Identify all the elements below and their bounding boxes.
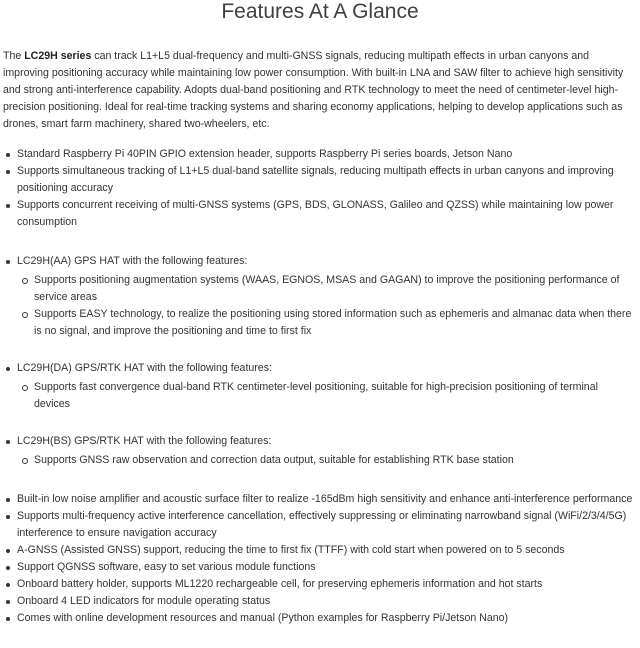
- variant-bs-list: [0, 433, 640, 469]
- series-name: LC29H series: [24, 50, 92, 62]
- variant-aa-group: [0, 253, 640, 340]
- more-features-list: [0, 491, 640, 627]
- variant-da-group: [0, 360, 640, 413]
- variant-heading-text: LC29H(BS) GPS/RTK HAT with the following features:: [17, 435, 272, 447]
- list-item: Onboard battery holder, supports ML1220 rechargeable cell, for preserving ephemeris information and hot starts: [0, 576, 634, 593]
- intro-text: can track L1+L5 dual-frequency and multi-GNSS signals, reducing multipath effects in urban canyons and improving positioning accuracy while maintaining low power consumption. With built-in LNA and SAW filter to achieve high sensitivity and strong anti-interference capability. Adopts dual-band positioning and RTK technology to meet the need of centimeter-level high-precision positioning. Ideal for real-time tracking systems and sharing economy applications, helping to develop applications such as drones, smart farm machinery, shared two-wheelers, etc.: [3, 50, 624, 130]
- list-item: A-GNSS (Assisted GNSS) support, reducing the time to first fix (TTFF) with cold start when powered on to 5 seconds: [0, 542, 634, 559]
- list-item: Onboard 4 LED indicators for module operating status: [0, 593, 634, 610]
- variant-heading: [0, 433, 634, 469]
- list-item: Supports multi-frequency active interference cancellation, effectively suppressing or eliminating narrowband signal (WiFi/2/3/4/5G) interference to ensure navigation accuracy: [0, 508, 634, 542]
- variant-aa-list: [0, 253, 640, 340]
- sub-list-item: Supports positioning augmentation systems (WAAS, EGNOS, MSAS and GAGAN) to improve the positioning performance of service areas: [17, 272, 634, 306]
- intro-paragraph: [3, 48, 637, 133]
- variant-heading: [0, 360, 634, 413]
- variant-heading: [0, 253, 634, 340]
- sub-list-item: Supports GNSS raw observation and correction data output, suitable for establishing RTK base station: [17, 452, 634, 469]
- list-item: Support QGNSS software, easy to set various module functions: [0, 559, 634, 576]
- list-item: Built-in low noise amplifier and acoustic surface filter to realize -165dBm high sensitivity and enhance anti-interference performance: [0, 491, 634, 508]
- intro-prefix: The: [3, 50, 25, 62]
- sub-list-item: Supports fast convergence dual-band RTK centimeter-level positioning, suitable for high-precision positioning of terminal devices: [17, 379, 634, 413]
- list-item: Supports concurrent receiving of multi-GNSS systems (GPS, BDS, GLONASS, Galileo and QZSS) while maintaining low power consumption: [0, 197, 634, 231]
- page-title: Features At A Glance: [221, 0, 419, 23]
- variant-heading-text: LC29H(AA) GPS HAT with the following features:: [17, 255, 248, 267]
- variant-da-list: [0, 360, 640, 413]
- variant-bs-sublist: [17, 452, 634, 469]
- list-item: Supports simultaneous tracking of L1+L5 dual-band satellite signals, reducing multipath effects in urban canyons and improving positioning accuracy: [0, 163, 634, 197]
- variant-aa-sublist: [17, 272, 634, 340]
- list-item: Standard Raspberry Pi 40PIN GPIO extension header, supports Raspberry Pi series boards, Jetson Nano: [0, 146, 634, 163]
- sub-list-item: Supports EASY technology, to realize the positioning using stored information such as ephemeris and almanac data when there is no signal, and improve the positioning and time to first fix: [17, 306, 634, 340]
- variant-heading-text: LC29H(DA) GPS/RTK HAT with the following features:: [17, 362, 272, 374]
- general-features-list: [0, 146, 640, 231]
- list-item: Comes with online development resources and manual (Python examples for Raspberry Pi/Jetson Nano): [0, 610, 634, 627]
- variant-da-sublist: [17, 379, 634, 413]
- variant-bs-group: [0, 433, 640, 469]
